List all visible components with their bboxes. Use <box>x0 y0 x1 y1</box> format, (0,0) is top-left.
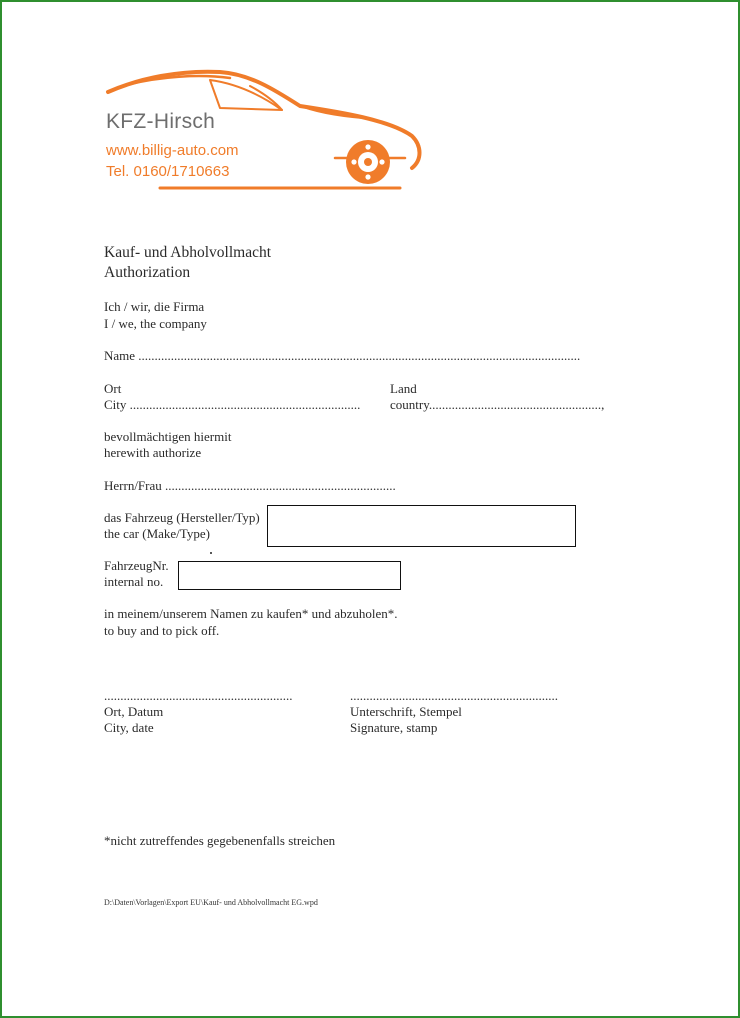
city-date-field[interactable]: .......................................................... <box>104 688 293 703</box>
vehicle-label-de: das Fahrzeug (Hersteller/Typ) <box>104 510 260 525</box>
document-subtitle: Authorization <box>104 264 191 281</box>
document-title: Kauf- und Abholvollmacht <box>104 244 272 261</box>
company-logo <box>100 62 430 197</box>
city-date-label-en: City, date <box>104 720 154 735</box>
authorize-de: bevollmächtigen hiermit <box>104 429 232 444</box>
country-field[interactable]: country....................................................., <box>390 397 605 412</box>
city-date-label-de: Ort, Datum <box>104 704 164 719</box>
intro-en: I / we, the company <box>104 316 207 331</box>
purpose-en: to buy and to pick off. <box>104 623 220 638</box>
vehicle-no-label-en: internal no. <box>104 574 164 589</box>
person-field[interactable]: Herrn/Frau ....................................................................... <box>104 478 396 493</box>
authorize-en: herewith authorize <box>104 445 202 460</box>
file-path: D:\Daten\Vorlagen\Export EU\Kauf- und Abholvollmacht EG.wpd <box>104 898 318 907</box>
intro-de: Ich / wir, die Firma <box>104 299 205 314</box>
city-field[interactable]: City ....................................................................... <box>104 397 361 412</box>
vehicle-label-en: the car (Make/Type) <box>104 526 210 541</box>
vehicle-number-box[interactable] <box>178 561 401 590</box>
company-website: www.billig-auto.com <box>106 142 239 159</box>
footnote: *nicht zutreffendes gegebenenfalls streichen <box>104 833 336 848</box>
ort-label: Ort <box>104 381 122 396</box>
purpose-de: in meinem/unserem Namen zu kaufen* und abzuholen*. <box>104 606 398 621</box>
signature-label-de: Unterschrift, Stempel <box>350 704 462 719</box>
name-field[interactable]: Name ........................................................................................................................................ <box>104 348 581 363</box>
signature-field[interactable]: ................................................................ <box>350 688 558 703</box>
company-phone: Tel. 0160/1710663 <box>106 163 230 180</box>
vehicle-no-label-de: FahrzeugNr. <box>104 558 169 573</box>
vehicle-make-type-box[interactable] <box>267 505 576 547</box>
signature-label-en: Signature, stamp <box>350 720 438 735</box>
company-name: KFZ-Hirsch <box>106 110 216 133</box>
land-label: Land <box>390 381 417 396</box>
ink-dot <box>210 552 212 554</box>
